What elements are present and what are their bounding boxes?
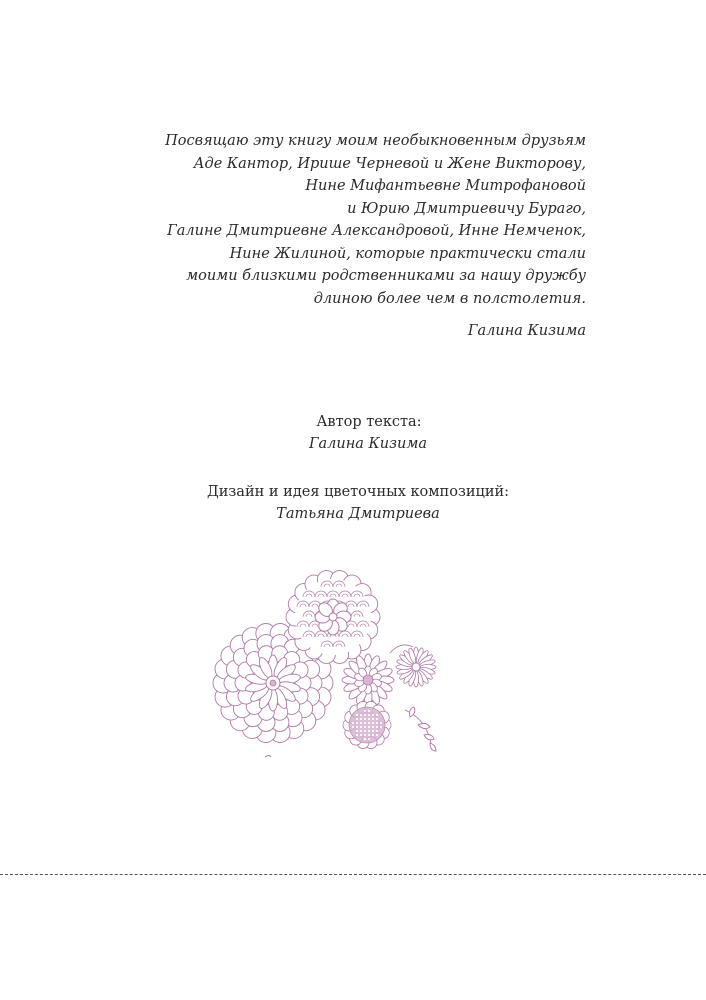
design-credit-label: Дизайн и идея цветочных композиций: [206, 484, 510, 500]
dedication-line: Аде Кантор, Ирише Черневой и Жене Викторову, [193, 155, 586, 172]
cut-line-divider [0, 874, 706, 875]
textured-bloom-icon [343, 701, 391, 748]
author-credit [0, 411, 706, 455]
daisy-flower-icon [342, 654, 394, 706]
dedication-line: Нине Мифантьевне Митрофановой [305, 178, 586, 194]
flower-composition-icon [205, 565, 455, 765]
dedication [146, 130, 586, 343]
small-daisy-icon [396, 647, 436, 687]
dedication-line: Галине Дмитриевне Александровой, Инне Немченок, [167, 223, 586, 239]
scalloped-flower-icon [286, 571, 380, 664]
dedication-line: Нине Жилиной, которые практически стали [229, 245, 586, 262]
author-credit-label: Автор текста: [316, 414, 422, 430]
author-credit-name: Галина Кизима [308, 436, 428, 452]
dedication-line: длиною более чем в полстолетия. [313, 290, 586, 307]
dedication-line: Посвящаю эту книгу моим необыкновенным друзьям [165, 133, 586, 149]
design-credit [0, 481, 706, 525]
dedication-line: моими близкими родственниками за нашу дружбу [186, 268, 586, 284]
design-credit-name: Татьяна Дмитриева [276, 506, 440, 522]
dedication-signature: Галина Кизима [467, 323, 586, 339]
dedication-line: и Юрию Дмитриевичу Бураго, [347, 200, 586, 217]
